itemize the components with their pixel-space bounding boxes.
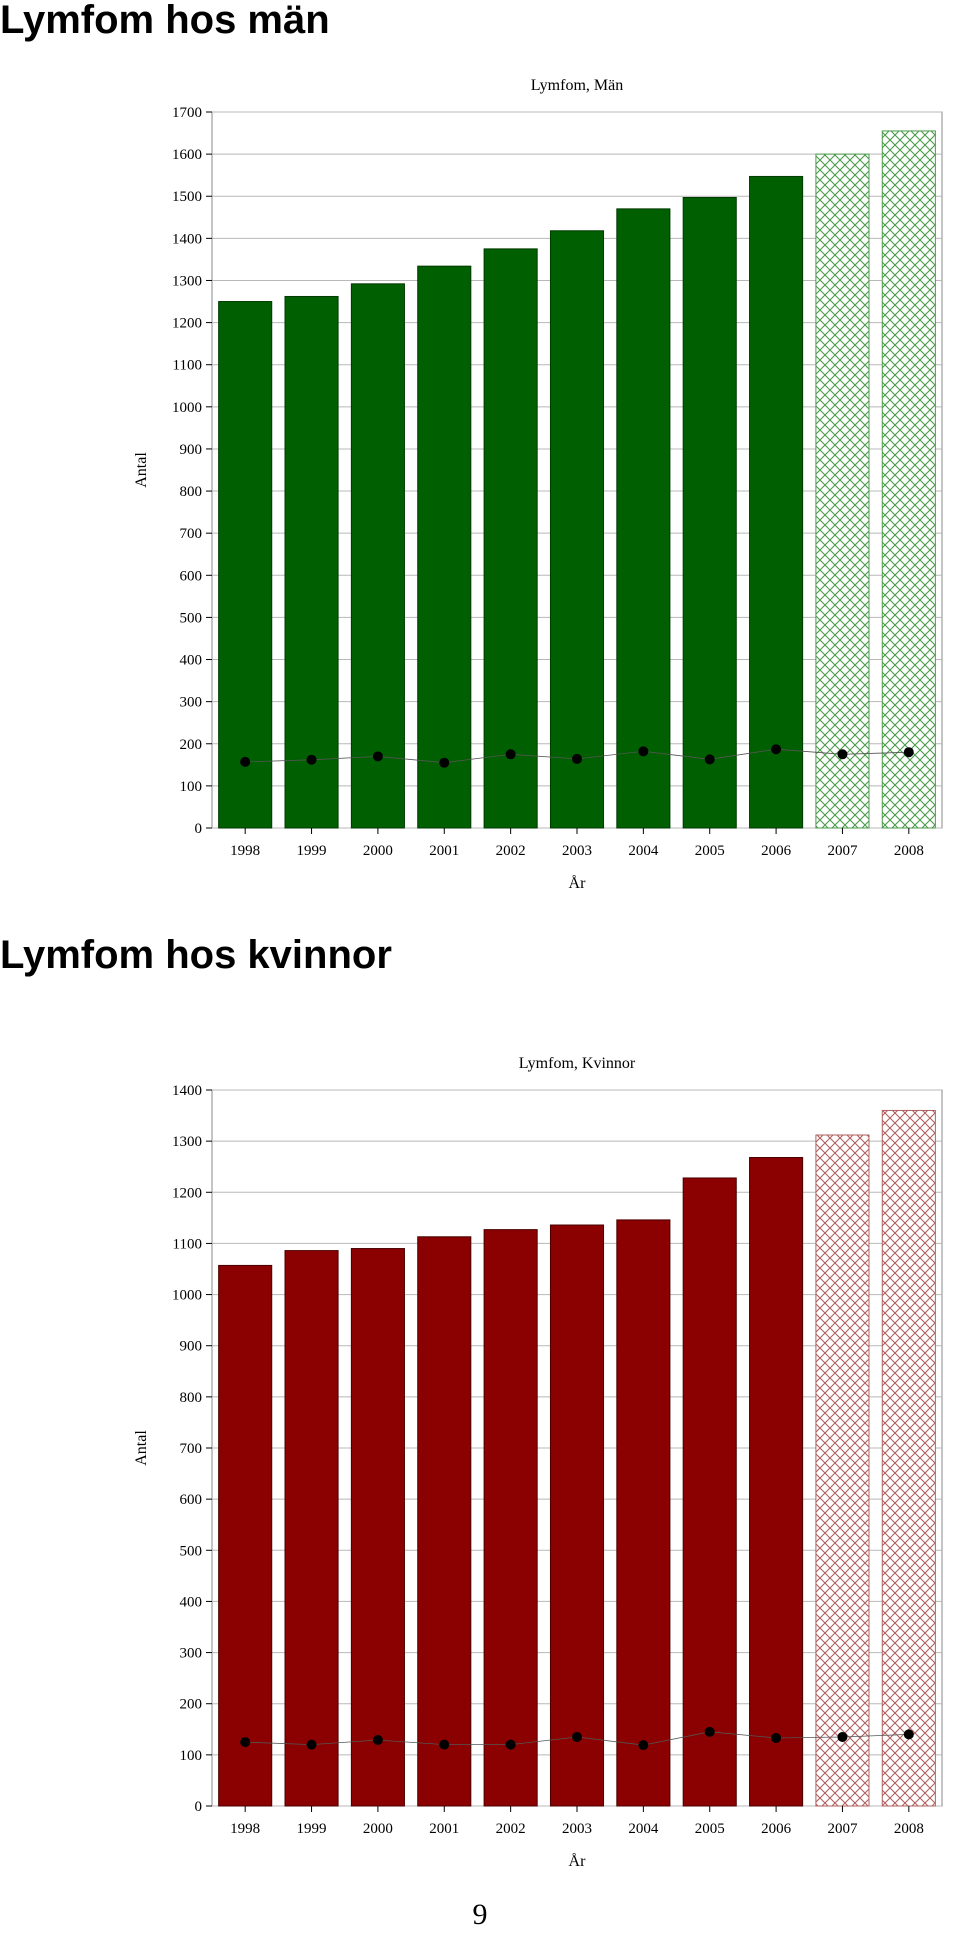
chart-men-svg [130,70,950,910]
section-heading-women: Lymfom hos kvinnor [0,933,392,977]
data-point [904,747,914,757]
projected-bar [882,1110,935,1806]
chart-title: Lymfom, Kvinnor [518,1055,636,1072]
y-tick-label: 1300 [172,273,202,290]
x-tick-label: 2008 [893,1821,924,1837]
x-axis-label: År [568,875,586,892]
bar [351,1249,404,1806]
bar [550,231,603,828]
x-axis-label: År [568,1853,586,1870]
bar [285,1251,338,1806]
y-tick-label: 1100 [172,357,202,374]
data-point [572,1732,582,1742]
x-tick-label: 2001 [429,843,460,859]
data-point [439,758,449,768]
data-point [506,749,516,759]
data-point [506,1740,516,1750]
y-tick-label: 1300 [172,1134,202,1151]
y-tick-label: 200 [179,1696,202,1713]
y-axis-label: Antal [133,1430,150,1466]
x-tick-label: 1999 [296,843,327,859]
y-tick-label: 800 [179,484,202,501]
projected-bar [816,154,869,828]
data-point [572,754,582,764]
projected-bar [882,131,935,828]
x-tick-label: 1999 [296,1821,327,1837]
y-tick-label: 400 [179,652,202,669]
y-tick-label: 900 [179,1338,202,1355]
y-tick-label: 1100 [172,1236,202,1253]
x-tick-label: 2007 [827,1821,858,1837]
y-tick-label: 1000 [172,1287,202,1304]
y-tick-label: 600 [179,1492,202,1509]
x-tick-label: 2004 [628,843,659,859]
y-tick-label: 1400 [172,1083,202,1099]
x-tick-label: 2003 [562,1821,592,1837]
x-tick-label: 2002 [495,1821,526,1837]
data-point [904,1729,914,1739]
bar [683,1178,736,1806]
bar [750,1158,803,1806]
y-tick-label: 200 [179,736,202,753]
y-tick-label: 100 [179,1747,202,1764]
data-point [307,755,317,765]
chart-women-svg [130,1048,950,1888]
data-point [307,1740,317,1750]
y-tick-label: 1200 [172,1185,202,1202]
y-tick-label: 500 [179,610,202,627]
y-tick-label: 0 [194,821,202,837]
y-tick-label: 1200 [172,315,202,332]
page-number: 9 [472,1898,488,1931]
data-point [837,1732,847,1742]
y-tick-label: 1400 [172,231,202,248]
y-tick-label: 600 [179,568,202,585]
bar [617,1220,670,1806]
x-tick-label: 2004 [628,1821,659,1837]
y-tick-label: 700 [179,1441,202,1457]
y-tick-label: 100 [179,778,202,795]
data-point [705,754,715,764]
x-tick-label: 1998 [230,1821,261,1837]
bar [550,1225,603,1806]
data-point [240,1737,250,1747]
y-tick-label: 300 [179,1645,202,1662]
y-tick-label: 500 [179,1543,202,1560]
data-point [439,1740,449,1750]
bar [750,176,803,828]
bar [285,296,338,828]
bar [484,1230,537,1806]
y-tick-label: 1700 [172,105,202,121]
chart-title: Lymfom, Män [530,77,624,94]
y-tick-label: 400 [179,1594,202,1611]
x-tick-label: 2008 [893,843,924,859]
bar [418,1237,471,1806]
y-tick-label: 1600 [172,147,202,164]
bar [484,249,537,828]
y-tick-label: 1500 [172,189,202,206]
data-point [771,1733,781,1743]
x-tick-label: 2006 [761,1821,792,1837]
y-axis-label: Antal [133,452,150,488]
y-tick-label: 1000 [172,399,202,416]
x-tick-label: 1998 [230,843,261,859]
y-tick-label: 800 [179,1389,202,1406]
data-point [373,751,383,761]
x-tick-label: 2000 [362,843,393,859]
chart-women [130,1048,950,1888]
data-point [373,1735,383,1745]
y-tick-label: 0 [194,1799,202,1815]
data-point [837,749,847,759]
x-tick-label: 2006 [761,843,792,859]
data-point [705,1727,715,1737]
chart-men [130,70,950,910]
data-point [771,744,781,754]
x-tick-label: 2005 [694,843,725,859]
projected-bar [816,1135,869,1806]
bar [418,266,471,828]
data-point [240,757,250,767]
x-tick-label: 2007 [827,843,858,859]
data-point [638,1740,648,1750]
x-tick-label: 2002 [495,843,526,859]
bar [219,302,272,828]
y-tick-label: 300 [179,694,202,711]
bar [683,197,736,828]
data-point [638,746,648,756]
x-tick-label: 2005 [694,1821,725,1837]
section-heading-men: Lymfom hos män [0,0,330,42]
x-tick-label: 2003 [562,843,592,859]
bar [351,284,404,828]
x-tick-label: 2000 [362,1821,393,1837]
bar [617,209,670,828]
y-tick-label: 700 [179,526,202,543]
y-tick-label: 900 [179,441,202,458]
x-tick-label: 2001 [429,1821,460,1837]
bar [219,1265,272,1806]
